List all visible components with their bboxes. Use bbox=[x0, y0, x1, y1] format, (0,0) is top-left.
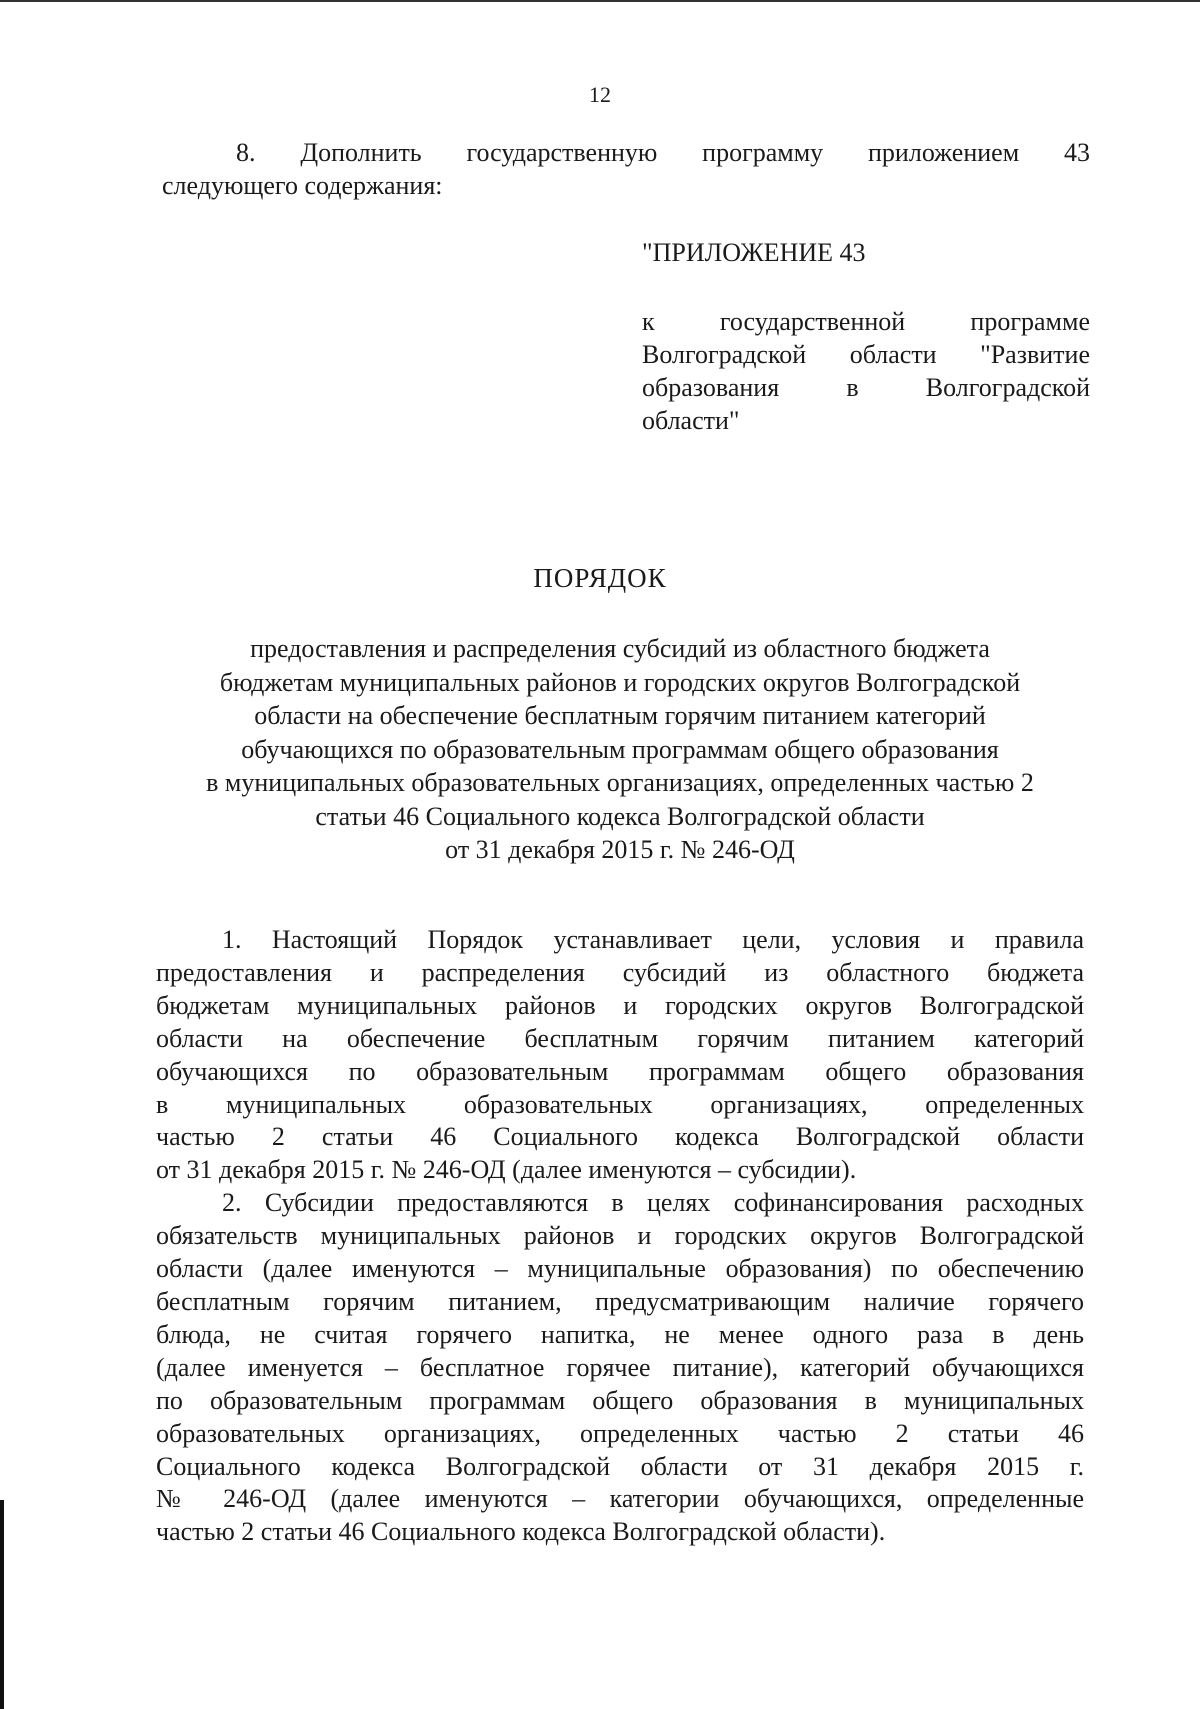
page-number: 12 bbox=[589, 82, 611, 107]
intro-line: следующего содержания: bbox=[162, 171, 443, 200]
subtitle-line: статьи 46 Социального кодекса Волгоградской области bbox=[315, 801, 925, 831]
body-line: бесплатным горячим питанием, предусматривающим наличие горячего bbox=[156, 1286, 1084, 1316]
body-line: предоставления и распределения субсидий из областного бюджета bbox=[156, 957, 1084, 987]
subtitle-line: в муниципальных образовательных организациях, определенных частью 2 bbox=[206, 768, 1034, 797]
paragraph-1 bbox=[156, 924, 1084, 1187]
body-line: блюда, не считая горячего напитка, не менее одного раза в день bbox=[156, 1319, 1084, 1349]
body-line: 2. Субсидии предоставляются в целях софинансирования расходных bbox=[222, 1188, 1084, 1218]
body-line: обучающихся по образовательным программам общего образования bbox=[156, 1056, 1084, 1086]
appendix-title: "ПРИЛОЖЕНИЕ 43 bbox=[642, 238, 866, 267]
subtitle-line: области на обеспечение бесплатным горячим питанием категорий bbox=[254, 701, 986, 730]
appendix-reference-line: Волгоградской области "Развитие bbox=[642, 340, 1090, 369]
body-line: Социального кодекса Волгоградской области от 31 декабря 2015 г. bbox=[156, 1451, 1084, 1481]
body-line: обязательств муниципальных районов и городских округов Волгоградской bbox=[156, 1221, 1084, 1251]
appendix-reference-line: образования в Волгоградской bbox=[642, 373, 1090, 402]
document-body bbox=[156, 924, 1084, 1549]
subtitle-line: бюджетам муниципальных районов и городских округов Волгоградской bbox=[219, 667, 1021, 697]
body-line: от 31 декабря 2015 г. № 246-ОД (далее именуются – субсидии). bbox=[156, 1155, 857, 1185]
paragraph-2 bbox=[156, 1187, 1084, 1549]
document-title: ПОРЯДОК bbox=[533, 563, 667, 593]
body-line: образовательных организациях, определенных частью 2 статьи 46 bbox=[156, 1418, 1084, 1448]
subtitle-line: обучающихся по образовательным программам общего образования bbox=[241, 734, 999, 764]
body-line: в муниципальных образовательных организациях, определенных bbox=[156, 1089, 1084, 1119]
document-subtitle bbox=[150, 632, 1090, 867]
body-line: бюджетам муниципальных районов и городских округов Волгоградской bbox=[156, 990, 1084, 1020]
body-line: 1. Настоящий Порядок устанавливает цели, условия и правила bbox=[222, 925, 1084, 954]
scan-top-edge bbox=[0, 0, 1200, 2]
scan-left-edge bbox=[0, 1500, 4, 1709]
intro-paragraph bbox=[162, 136, 1090, 202]
body-line: № 246-ОД (далее именуются – категории обучающихся, определенные bbox=[156, 1484, 1084, 1514]
body-line: (далее именуется – бесплатное горячее питание), категорий обучающихся bbox=[156, 1352, 1084, 1382]
body-line: области (далее именуются – муниципальные образования) по обеспечению bbox=[156, 1254, 1084, 1284]
body-line: частью 2 статьи 46 Социального кодекса Волгоградской области). bbox=[156, 1517, 886, 1547]
appendix-reference-line: к государственной программе bbox=[642, 307, 1090, 336]
body-line: по образовательным программам общего образования в муниципальных bbox=[156, 1385, 1084, 1415]
body-line: частью 2 статьи 46 Социального кодекса Волгоградской области bbox=[156, 1122, 1084, 1152]
appendix-reference-line: области" bbox=[642, 406, 740, 435]
subtitle-line: предоставления и распределения субсидий из областного бюджета bbox=[250, 634, 990, 663]
body-line: области на обеспечение бесплатным горячим питанием категорий bbox=[156, 1023, 1084, 1053]
intro-line: 8. Дополнить государственную программу приложением 43 bbox=[236, 138, 1090, 167]
appendix-reference bbox=[642, 305, 1090, 437]
subtitle-line: от 31 декабря 2015 г. № 246-ОД bbox=[445, 835, 795, 864]
